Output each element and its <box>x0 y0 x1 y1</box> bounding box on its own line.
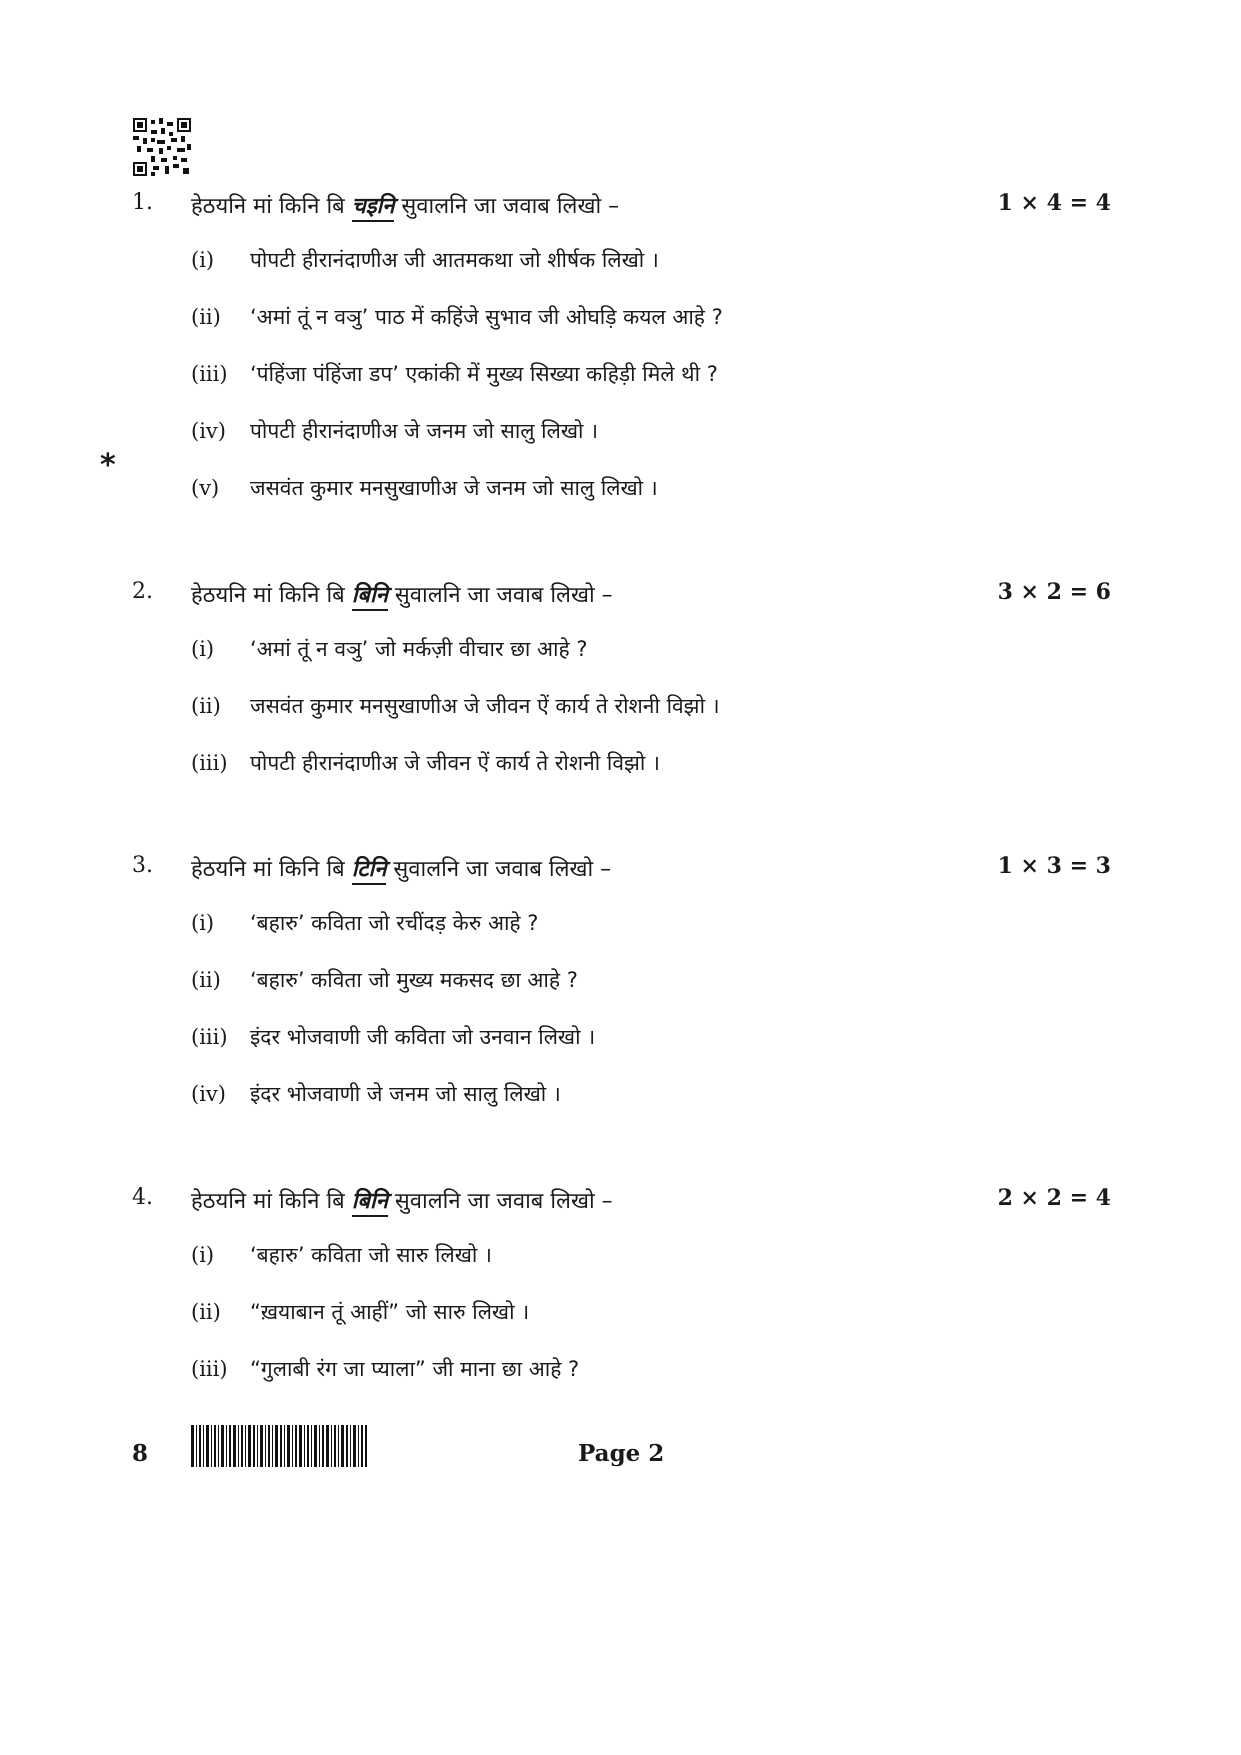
subquestion-text: पोपटी हीरानंदाणीअ जे जनम जो सालु लिखो । <box>250 419 599 443</box>
subquestion-text: “ख़याबान तूं आहीं” जो सारु लिखो । <box>250 1300 530 1324</box>
subquestion-number: (iii) <box>191 1357 228 1381</box>
question-number: 4. <box>132 1185 153 1210</box>
subquestion-number: (iv) <box>191 419 226 443</box>
question-marks: 1 × 3 = 3 <box>997 853 1111 879</box>
subquestion-number: (iii) <box>191 751 228 775</box>
subquestion-number: (i) <box>191 637 215 661</box>
margin-asterisk: * <box>100 448 116 483</box>
paper-code: 8 <box>132 1440 149 1467</box>
subquestion-text: ‘अमां तूं न वञु’ पाठ में कहिंजे सुभाव जी ओघड़ि कयल आहे ? <box>250 305 723 329</box>
subquestion-number: (i) <box>191 1243 215 1267</box>
prompt-suffix: सुवालनि जा जवाब लिखो – <box>387 1189 613 1214</box>
subquestion-number: (i) <box>191 248 215 272</box>
subquestion-number: (iii) <box>191 362 228 386</box>
prompt-suffix: सुवालनि जा जवाब लिखो – <box>387 583 613 608</box>
subquestion-number: (ii) <box>191 1300 221 1324</box>
question-prompt <box>191 1185 613 1215</box>
prompt-prefix: हेठयनि मां किनि बि <box>191 583 352 608</box>
question-marks: 3 × 2 = 6 <box>997 579 1111 605</box>
subquestion-number: (v) <box>191 476 220 500</box>
prompt-prefix: हेठयनि मां किनि बि <box>191 194 352 219</box>
question-marks: 2 × 2 = 4 <box>997 1185 1111 1211</box>
subquestion-text: ‘बहारु’ कविता जो मुख्य मकसद छा आहे ? <box>250 968 578 992</box>
subquestion-text: पोपटी हीरानंदाणीअ जी आतमकथा जो शीर्षक लिखो । <box>250 248 659 272</box>
barcode <box>191 1425 367 1467</box>
prompt-keyword: टिनि <box>352 857 387 885</box>
question-prompt <box>191 190 619 220</box>
subquestion-number: (ii) <box>191 968 221 992</box>
prompt-suffix: सुवालनि जा जवाब लिखो – <box>386 857 612 882</box>
page-number: Page 2 <box>578 1440 665 1467</box>
subquestion-text: ‘अमां तूं न वञु’ जो मर्कज़ी वीचार छा आहे ? <box>250 637 588 661</box>
prompt-prefix: हेठयनि मां किनि बि <box>191 857 352 882</box>
question-marks: 1 × 4 = 4 <box>997 190 1111 216</box>
prompt-suffix: सुवालनि जा जवाब लिखो – <box>394 194 620 219</box>
question-prompt <box>191 579 613 609</box>
subquestion-text: ‘बहारु’ कविता जो रचींदड़ केरु आहे ? <box>250 911 539 935</box>
subquestion-number: (ii) <box>191 694 221 718</box>
subquestion-text: जसवंत कुमार मनसुखाणीअ जे जनम जो सालु लिखो । <box>250 476 658 500</box>
subquestion-text: पोपटी हीरानंदाणीअ जे जीवन ऐं कार्य ते रोशनी विझो । <box>250 751 660 775</box>
prompt-keyword: चइनि <box>352 194 395 222</box>
subquestion-text: ‘बहारु’ कविता जो सारु लिखो । <box>250 1243 492 1267</box>
question-number: 3. <box>132 853 153 878</box>
prompt-keyword: बिनि <box>352 583 388 611</box>
subquestion-text: इंदर भोजवाणी जी कविता जो उनवान लिखो । <box>250 1025 596 1049</box>
question-number: 2. <box>132 579 153 604</box>
subquestion-number: (iii) <box>191 1025 228 1049</box>
subquestion-number: (i) <box>191 911 215 935</box>
prompt-prefix: हेठयनि मां किनि बि <box>191 1189 352 1214</box>
question-prompt <box>191 853 611 883</box>
qr-code <box>133 118 191 176</box>
subquestion-text: इंदर भोजवाणी जे जनम जो सालु लिखो । <box>250 1082 561 1106</box>
prompt-keyword: बिनि <box>352 1189 388 1217</box>
subquestion-number: (iv) <box>191 1082 226 1106</box>
subquestion-text: जसवंत कुमार मनसुखाणीअ जे जीवन ऐं कार्य ते रोशनी विझो । <box>250 694 720 718</box>
subquestion-text: ‘पंहिंजा पंहिंजा डप’ एकांकी में मुख्य सिख्या कहिड़ी मिले थी ? <box>250 362 718 386</box>
question-number: 1. <box>132 190 153 215</box>
subquestion-number: (ii) <box>191 305 221 329</box>
subquestion-text: “गुलाबी रंग जा प्याला” जी माना छा आहे ? <box>250 1357 580 1381</box>
